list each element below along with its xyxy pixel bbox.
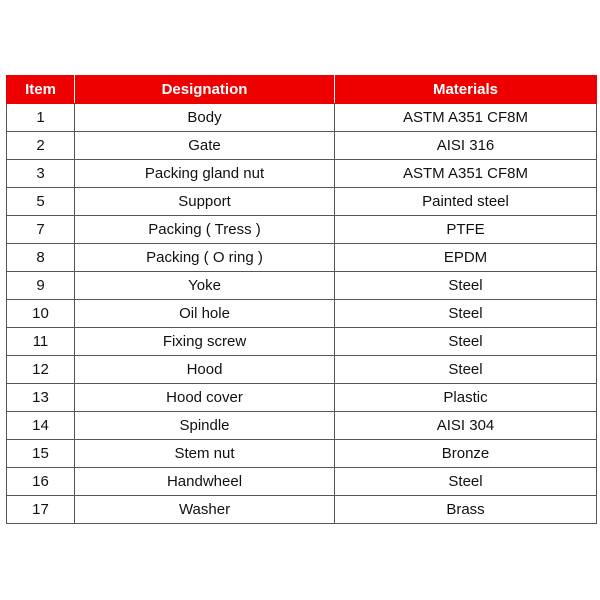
table-row	[7, 384, 597, 412]
cell-designation: Packing gland nut	[75, 160, 335, 188]
cell-material: ASTM A351 CF8M	[335, 104, 597, 132]
cell-designation: Stem nut	[75, 440, 335, 468]
cell-item: 7	[7, 216, 75, 244]
cell-material: Painted steel	[335, 188, 597, 216]
cell-designation: Support	[75, 188, 335, 216]
cell-material: ASTM A351 CF8M	[335, 160, 597, 188]
cell-designation: Packing ( O ring )	[75, 244, 335, 272]
table-row	[7, 104, 597, 132]
parts-materials-table	[6, 75, 597, 524]
table-row	[7, 468, 597, 496]
cell-material: PTFE	[335, 216, 597, 244]
cell-designation: Yoke	[75, 272, 335, 300]
cell-designation: Body	[75, 104, 335, 132]
cell-designation: Hood	[75, 356, 335, 384]
header-materials: Materials	[335, 76, 597, 104]
cell-item: 10	[7, 300, 75, 328]
cell-material: Steel	[335, 328, 597, 356]
cell-item: 8	[7, 244, 75, 272]
cell-designation: Handwheel	[75, 468, 335, 496]
cell-item: 9	[7, 272, 75, 300]
cell-item: 12	[7, 356, 75, 384]
cell-designation: Washer	[75, 496, 335, 524]
cell-material: Plastic	[335, 384, 597, 412]
cell-item: 13	[7, 384, 75, 412]
table-row	[7, 188, 597, 216]
table-row	[7, 356, 597, 384]
cell-item: 3	[7, 160, 75, 188]
table-row	[7, 440, 597, 468]
cell-material: Steel	[335, 300, 597, 328]
table-row	[7, 328, 597, 356]
cell-designation: Oil hole	[75, 300, 335, 328]
cell-designation: Packing ( Tress )	[75, 216, 335, 244]
cell-material: Bronze	[335, 440, 597, 468]
cell-material: AISI 316	[335, 132, 597, 160]
cell-item: 14	[7, 412, 75, 440]
cell-item: 17	[7, 496, 75, 524]
cell-material: Steel	[335, 468, 597, 496]
table-row	[7, 132, 597, 160]
table-row	[7, 244, 597, 272]
cell-designation: Fixing screw	[75, 328, 335, 356]
cell-material: Brass	[335, 496, 597, 524]
table-row	[7, 160, 597, 188]
cell-material: Steel	[335, 356, 597, 384]
cell-item: 16	[7, 468, 75, 496]
cell-material: Steel	[335, 272, 597, 300]
cell-designation: Hood cover	[75, 384, 335, 412]
table-row	[7, 216, 597, 244]
cell-item: 1	[7, 104, 75, 132]
cell-material: AISI 304	[335, 412, 597, 440]
cell-item: 5	[7, 188, 75, 216]
table-row	[7, 496, 597, 524]
table-header-row	[7, 76, 597, 104]
cell-material: EPDM	[335, 244, 597, 272]
table-row	[7, 412, 597, 440]
cell-designation: Spindle	[75, 412, 335, 440]
table-row	[7, 272, 597, 300]
header-item: Item	[7, 76, 75, 104]
table-row	[7, 300, 597, 328]
cell-designation: Gate	[75, 132, 335, 160]
cell-item: 11	[7, 328, 75, 356]
cell-item: 15	[7, 440, 75, 468]
cell-item: 2	[7, 132, 75, 160]
header-designation: Designation	[75, 76, 335, 104]
